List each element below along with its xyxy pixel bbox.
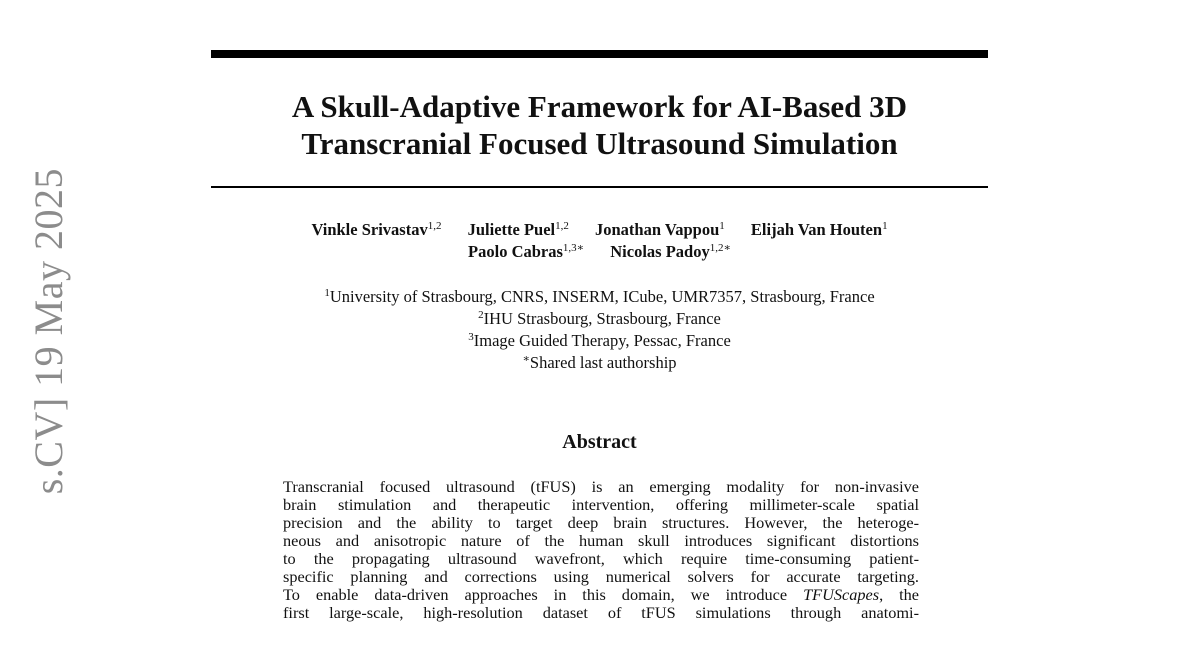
- title-bottom-rule: [211, 186, 988, 188]
- author-row-1: [211, 219, 988, 241]
- abstract-line: neous and anisotropic nature of the human skull introduces significant distortions: [283, 531, 919, 550]
- abstract-line: to the propagating ultrasound wavefront, which require time-consuming patient-: [283, 549, 919, 568]
- abstract-line: brain stimulation and therapeutic intervention, offering millimeter-scale spatial: [283, 495, 919, 514]
- paper-title: [211, 88, 988, 162]
- author: Vinkle Srivastav$^{1,2}$: [311, 220, 442, 239]
- affiliation-line: $^2$IHU Strasbourg, Strasbourg, France: [478, 309, 721, 328]
- abstract-line: precision and the ability to target deep brain structures. However, the heteroge-: [283, 513, 919, 532]
- dataset-name: TFUScapes: [803, 585, 880, 604]
- affiliation-list: [211, 286, 988, 374]
- author: Paolo Cabras$^{1,3∗}$: [468, 242, 585, 261]
- abstract-heading: Abstract: [562, 431, 637, 453]
- abstract-line: To enable data-driven approaches in this domain, we introduce TFUScapes, the: [283, 585, 919, 604]
- affiliation-line: $^1$University of Strasbourg, CNRS, INSERM, ICube, UMR7357, Strasbourg, France: [324, 287, 875, 306]
- arxiv-identifier-stamp: s.CV] 19 May 2025: [26, 168, 71, 495]
- affiliation-line: $^3$Image Guided Therapy, Pessac, France: [468, 331, 731, 350]
- author: Elijah Van Houten$^1$: [750, 220, 888, 239]
- title-line-1: A Skull-Adaptive Framework for AI-Based 3D: [291, 89, 908, 124]
- abstract-line: Transcranial focused ultrasound (tFUS) is an emerging modality for non-invasive: [283, 477, 919, 496]
- abstract-line: specific planning and corrections using numerical solvers for accurate targeting.: [283, 567, 919, 586]
- title-line-2: Transcranial Focused Ultrasound Simulation: [301, 126, 898, 161]
- author: Juliette Puel$^{1,2}$: [467, 220, 569, 239]
- author-row-2: [211, 241, 988, 263]
- title-top-rule: [211, 50, 988, 58]
- author: Nicolas Padoy$^{1,2∗}$: [610, 242, 731, 261]
- abstract-line: first large-scale, high-resolution dataset of tFUS simulations through anatomi-: [283, 603, 919, 622]
- author-list: [211, 219, 988, 263]
- abstract-body: [283, 478, 919, 622]
- author: Jonathan Vappou$^1$: [595, 220, 725, 239]
- affiliation-line: ∗Shared last authorship: [522, 353, 677, 372]
